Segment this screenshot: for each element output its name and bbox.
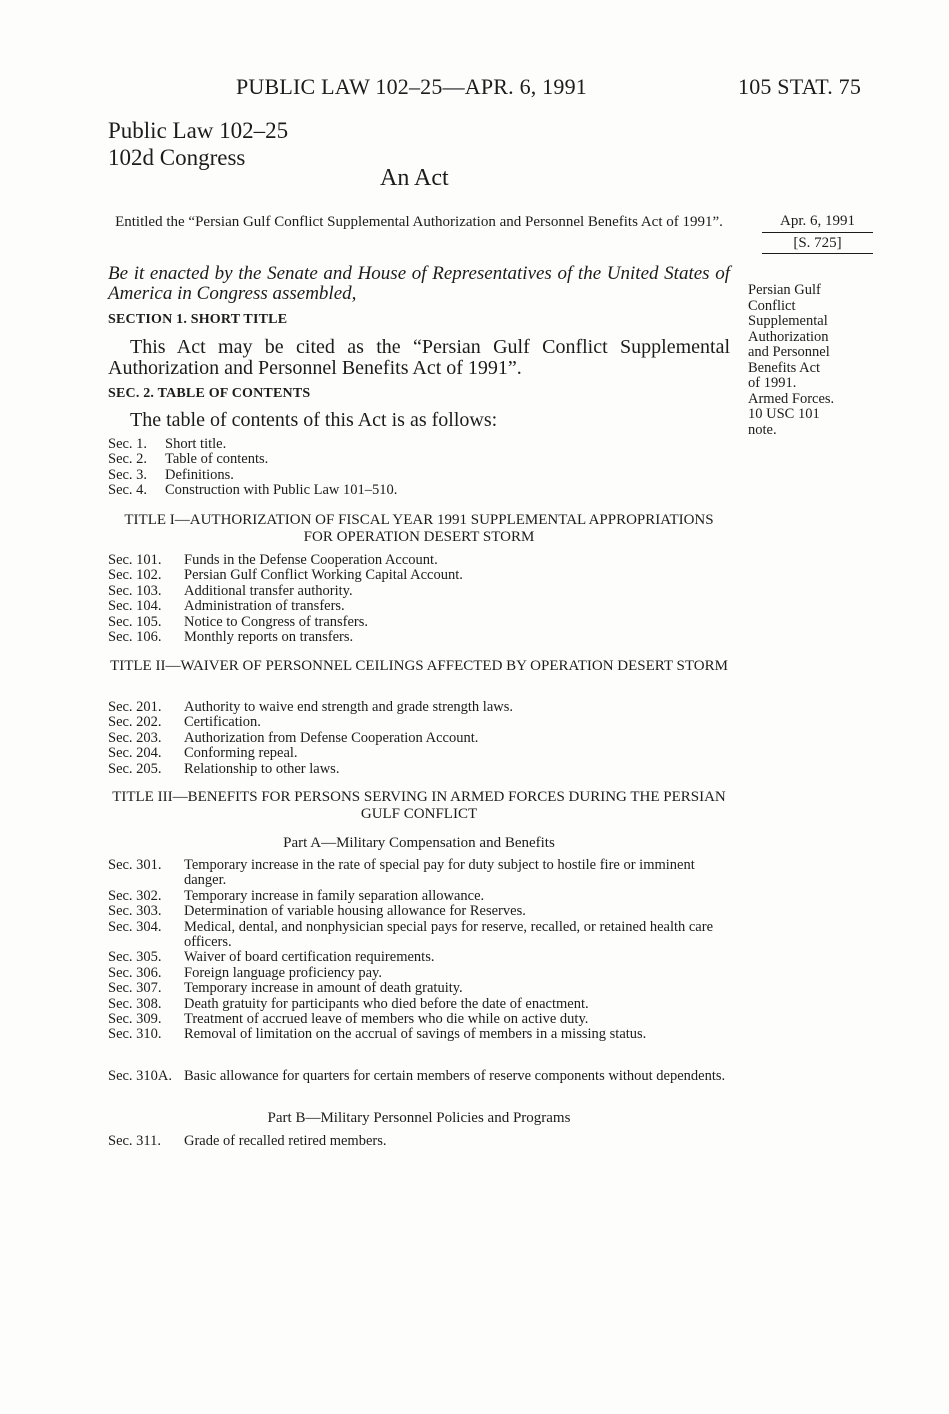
- toc-item-text: Monthly reports on transfers.: [184, 629, 354, 646]
- title-3-heading: TITLE III—BENEFITS FOR PERSONS SERVING IN ARMED FORCES DURING THE PERSIAN GULF CONFLICT: [112, 789, 726, 822]
- margin-date: Apr. 6, 1991: [762, 212, 873, 233]
- margin-date-box: [762, 212, 873, 254]
- toc-item-number: Sec. 305.: [108, 949, 162, 966]
- margin-note-line: 10 USC 101: [748, 406, 820, 422]
- title-1-heading: TITLE I—AUTHORIZATION OF FISCAL YEAR 1991 SUPPLEMENTAL APPROPRIATIONS FOR OPERATION DESERT STORM: [124, 512, 714, 545]
- toc-item-text: Authority to waive end strength and grade strength laws.: [184, 699, 513, 715]
- toc-item-number: Sec. 310.: [108, 1026, 162, 1043]
- section-1-heading: SECTION 1. SHORT TITLE: [108, 312, 288, 327]
- toc-item: [108, 889, 730, 904]
- toc-item-number: Sec. 303.: [108, 903, 162, 920]
- toc-item-number: Sec. 202.: [108, 714, 162, 731]
- toc-item-text: Relationship to other laws.: [184, 760, 340, 777]
- toc-item: [108, 615, 730, 630]
- toc-item: [108, 858, 730, 889]
- running-header-page: 105 STAT. 75: [738, 74, 862, 99]
- margin-note-line: note.: [748, 421, 777, 438]
- toc-item-text: Temporary increase in the rate of special pay for duty subject to hostile fire or imminent danger.: [184, 857, 695, 889]
- section-2-text: The table of contents of this Act is as follows:: [130, 409, 498, 431]
- toc-title-2: [108, 700, 730, 777]
- toc-item-number: Sec. 105.: [108, 613, 162, 630]
- toc-item-number: Sec. 302.: [108, 887, 162, 904]
- toc-item: [108, 483, 730, 498]
- toc-item-text: Temporary increase in amount of death gratuity.: [184, 980, 463, 997]
- toc-general: [108, 437, 730, 499]
- toc-item-text: Death gratuity for participants who died before the date of enactment.: [184, 995, 589, 1012]
- margin-note-line: Supplemental: [748, 313, 828, 329]
- toc-item-text: Grade of recalled retired members.: [184, 1133, 387, 1149]
- toc-item-number: Sec. 310A.: [108, 1068, 173, 1084]
- toc-item-number: Sec. 102.: [108, 567, 162, 584]
- toc-item-text: Table of contents.: [165, 451, 269, 468]
- title-2-heading: TITLE II—WAIVER OF PERSONNEL CEILINGS AFFECTED BY OPERATION DESERT STORM: [110, 658, 728, 674]
- toc-item-number: Sec. 203.: [108, 729, 162, 746]
- toc-item: [108, 452, 730, 467]
- toc-item-text: Determination of variable housing allowance for Reserves.: [184, 903, 526, 920]
- toc-item-text: Foreign language proficiency pay.: [184, 964, 382, 981]
- toc-item: [108, 437, 730, 452]
- margin-note-line: Armed Forces.: [748, 390, 835, 407]
- toc-title-1: [108, 553, 730, 645]
- toc-item: [108, 1012, 730, 1027]
- public-law-designation: [108, 117, 288, 171]
- toc-item-text: Certification.: [184, 714, 261, 731]
- toc-item-text: Removal of limitation on the accrual of savings of members in a missing status.: [184, 1026, 647, 1043]
- toc-item-number: Sec. 201.: [108, 699, 162, 715]
- toc-item: [108, 1027, 730, 1042]
- public-law-number: Public Law 102–25: [108, 118, 289, 143]
- toc-item-text: Definitions.: [165, 466, 234, 483]
- toc-item: [108, 731, 730, 746]
- part-a-heading: Part A—Military Compensation and Benefits: [283, 835, 555, 851]
- margin-note-line: of 1991.: [748, 375, 797, 391]
- toc-item-number: Sec. 1.: [108, 436, 148, 452]
- toc-item-number: Sec. 309.: [108, 1011, 162, 1028]
- toc-item-text: Temporary increase in family separation allowance.: [184, 887, 485, 904]
- toc-item-text: Medical, dental, and nonphysician special pays for reserve, recalled, or retained health care officers.: [184, 918, 714, 951]
- toc-item-number: Sec. 4.: [108, 482, 148, 499]
- toc-item: [108, 468, 730, 483]
- margin-note-line: Persian Gulf: [748, 282, 821, 298]
- toc-item-number: Sec. 2.: [108, 451, 148, 468]
- toc-item: [108, 950, 730, 965]
- toc-item-text: Construction with Public Law 101–510.: [165, 482, 398, 499]
- toc-item: [108, 599, 730, 614]
- act-title: An Act: [380, 165, 449, 191]
- toc-item: [108, 568, 730, 583]
- margin-note-line: Conflict: [748, 297, 796, 314]
- toc-title-3-part-b: [108, 1134, 730, 1149]
- toc-item-number: Sec. 301.: [108, 857, 162, 873]
- toc-item: [108, 920, 730, 951]
- margin-note-line: Authorization: [748, 328, 829, 345]
- toc-item-text: Additional transfer authority.: [184, 582, 353, 599]
- toc-item: [108, 904, 730, 919]
- toc-item-number: Sec. 308.: [108, 995, 162, 1012]
- margin-note-line: and Personnel: [748, 344, 830, 360]
- toc-item-text: Funds in the Defense Cooperation Account.: [184, 552, 438, 568]
- toc-item: [108, 700, 730, 715]
- toc-item-text: Persian Gulf Conflict Working Capital Account.: [184, 567, 463, 584]
- toc-item-number: Sec. 3.: [108, 466, 148, 483]
- toc-item: [108, 553, 730, 568]
- toc-item-text: Notice to Congress of transfers.: [184, 613, 369, 630]
- toc-item-text: Conforming repeal.: [184, 745, 298, 762]
- toc-item-number: Sec. 306.: [108, 964, 162, 981]
- toc-title-3-part-a: [108, 858, 730, 1043]
- entitled-clause: Entitled the “Persian Gulf Conflict Supplemental Authorization and Personnel Benefits Act of 1991”.: [115, 214, 723, 230]
- toc-item-number: Sec. 106.: [108, 629, 162, 646]
- toc-item: [108, 1134, 730, 1149]
- toc-item: [108, 966, 730, 981]
- toc-item: [108, 981, 730, 996]
- section-2-heading: SEC. 2. TABLE OF CONTENTS: [108, 386, 311, 401]
- margin-notes: [748, 283, 868, 438]
- toc-title-3-part-a-310a: [108, 1069, 730, 1084]
- toc-item: [108, 746, 730, 761]
- section-1-text: This Act may be cited as the “Persian Gulf Conflict Supplemental Authorization and Personnel Benefits Act of 1991”.: [108, 336, 730, 379]
- part-b-heading: Part B—Military Personnel Policies and Programs: [267, 1110, 571, 1126]
- toc-item-number: Sec. 304.: [108, 918, 162, 935]
- margin-note-line: Benefits Act: [748, 359, 821, 376]
- toc-item: [108, 997, 730, 1012]
- toc-item-text: Authorization from Defense Cooperation Account.: [184, 729, 479, 746]
- enacting-clause: Be it enacted by the Senate and House of Representatives of the United States of America in Congress assembled,: [108, 263, 730, 304]
- toc-item: [108, 762, 730, 777]
- toc-item-text: Basic allowance for quarters for certain members of reserve components without dependents.: [184, 1068, 726, 1084]
- toc-item-number: Sec. 101.: [108, 552, 162, 568]
- toc-item-text: Short title.: [165, 436, 227, 452]
- toc-item: [108, 715, 730, 730]
- toc-item-number: Sec. 103.: [108, 582, 162, 599]
- toc-item-number: Sec. 204.: [108, 745, 162, 762]
- running-header-left: PUBLIC LAW 102–25—APR. 6, 1991: [236, 74, 587, 99]
- toc-item: [108, 630, 730, 645]
- toc-item-text: Waiver of board certification requirements.: [184, 949, 435, 966]
- congress-number: 102d Congress: [108, 145, 246, 170]
- toc-item-number: Sec. 307.: [108, 980, 162, 997]
- toc-item-text: Administration of transfers.: [184, 598, 345, 615]
- toc-item-text: Treatment of accrued leave of members who die while on active duty.: [184, 1011, 589, 1028]
- toc-item: [108, 584, 730, 599]
- toc-item: [108, 1069, 730, 1084]
- toc-item-number: Sec. 311.: [108, 1133, 162, 1149]
- toc-item-number: Sec. 104.: [108, 598, 162, 615]
- margin-bill-number: [S. 725]: [762, 233, 873, 254]
- toc-item-number: Sec. 205.: [108, 760, 162, 777]
